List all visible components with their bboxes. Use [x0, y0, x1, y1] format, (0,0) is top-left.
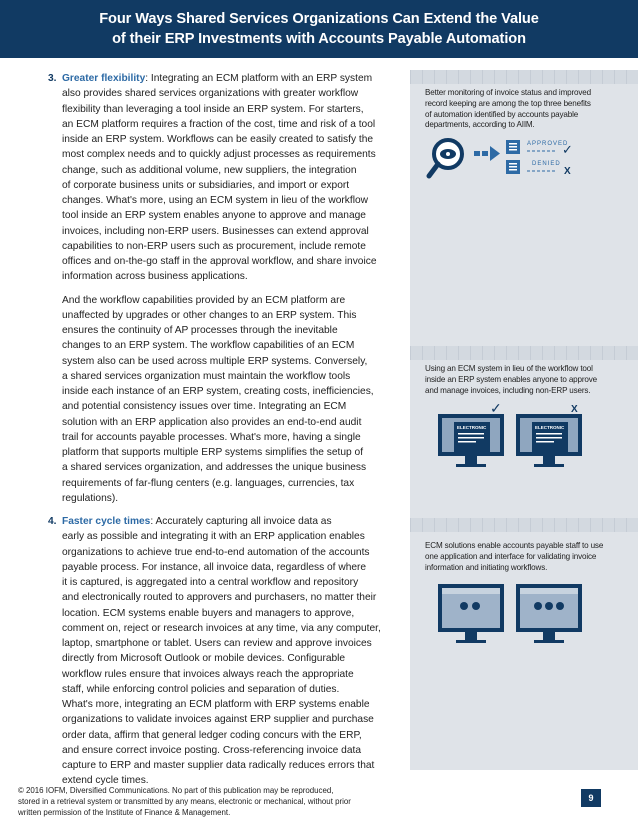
item-3-paragraph-2: And the workflow capabilities provided by an ECM platform are unaffected by upgrades or other changes to an ERP system. This ensures the continuity of AP processes through the inevitable changes to an ERP system. The workflow capabilities of an ECM system also can be used across multiple ERP systems. Conversely, a shared services organization must maintain the workflow tools inside each instance of an ERP system, creating costs, inefficiencies, and potential consistency issues over time. Integrating an ECM solution with an ERP application also provides an end-to-end audit trail for accounts payable processes. What's more, having a single platform that supports multiple ERP systems simplifies the setup of a shared services organization, and addresses the unique business requirements of far-flung centers (e.g. languages, currencies, tax regulations).	[62, 294, 374, 504]
check-icon: ✓	[490, 402, 502, 416]
list-item-4	[46, 514, 396, 789]
item-number: 4.	[48, 516, 57, 527]
page-title-line-1: Four Ways Shared Services Organizations Can Extend the Value	[99, 11, 539, 27]
page-number: 9	[581, 789, 601, 807]
document-icon	[506, 140, 520, 174]
item-heading: Faster cycle times	[62, 516, 151, 527]
main-content	[46, 71, 396, 789]
footer-copyright: © 2016 IOFM, Diversified Communications. No part of this publication may be reproduced, stored in a retrieval system or transmitted by any means, electronic or mechanical, without prior written permission of the Institute of Finance & Management.	[18, 786, 351, 817]
denied-label: DENIED	[532, 161, 561, 167]
monitoring-illustration	[426, 134, 626, 199]
sidebar-box-2-text: Using an ECM system in lieu of the workflow tool inside an ERP system enables anyone to approve and manage invoices, including non-ERP users.	[425, 364, 598, 395]
item-4-paragraph: Faster cycle times: Accurately capturing all invoice data as early as possible and integrating it with an ERP application enables organizations to achieve true end-to-end automation of the accounts payable process. For instance, all invoice data, regardless of where it is captured, is aggregated into a central workflow and repository and electronically routed to approvers and purchasers, no matter their location. ECM systems enable buyers and managers to approve, comment on, reject or research invoices at any time, via any computer, laptop, smartphone or tablet. Users can review and approve invoices directly from Microsoft Outlook or mobile devices. Configurable workflow rules ensure that invoices always reach the appropriate staff, while enforcing control policies and separation of duties. What's more, integrating an ECM platform with ERP systems enable organizations to validate invoices against ERP supplier and purchase order data, affirm that general ledger coding concurs with the ERP, and ensure correct invoice posting. Cross-referencing invoice data capture to ERP and master supplier data radically reduces errors that extend cycle times.	[62, 516, 381, 787]
item-heading: Greater flexibility	[62, 73, 146, 84]
sidebar	[410, 70, 638, 770]
approved-label: APPROVED	[527, 141, 569, 147]
validation-monitors-illustration	[438, 580, 588, 660]
page-header	[0, 0, 638, 58]
x-icon: X	[571, 404, 578, 415]
magnifier-icon	[429, 140, 462, 176]
sidebar-divider	[410, 70, 638, 84]
monitor-icon	[516, 414, 582, 467]
check-icon: ✓	[562, 142, 573, 157]
x-icon: X	[564, 166, 571, 177]
screen-label: ELECTRONIC	[457, 425, 487, 430]
sidebar-box-3-text: ECM solutions enable accounts payable staff to use one application and interface for validating invoice information and initiating workflows.	[425, 541, 604, 572]
list-item-3	[46, 71, 396, 285]
monitor-icon	[438, 584, 504, 643]
sidebar-box-1-text: Better monitoring of invoice status and improved record keeping are among the top three benefits of automation identified by accounts payable departments, according to AIIM.	[425, 88, 592, 130]
item-3-paragraph: Greater flexibility: Integrating an ECM platform with an ERP system also provides shared services organizations with greater workflow flexibility than leveraging a tool inside an ERP system. For starters, an ECM platform requires a fraction of the cost, time and risk of a tool inside an ERP system. Workflows can be easily created to satisfy the most complex needs and to quickly adjust processes as requirements change, such as additional volume, new suppliers, the integration of corporate business units or subsidiaries, and import or export changes. What's more, using an ECM system in lieu of the workflow tool inside an ERP system enables anyone to approve and manage invoices, including non-ERP users. Businesses can extend approval capabilities to non-ERP users such as procurement, include remote offices and on-the-go staff in the approval workflow, and share invoice information across business applications.	[62, 73, 377, 283]
monitor-icon	[438, 414, 504, 467]
page-title-line-2: of their ERP Investments with Accounts Payable Automation	[112, 31, 526, 47]
screen-label: ELECTRONIC	[535, 425, 565, 430]
item-number: 3.	[48, 73, 57, 84]
arrow-icon	[474, 146, 500, 161]
sidebar-divider	[410, 518, 638, 532]
monitor-icon	[516, 584, 582, 643]
approval-monitors-illustration	[438, 402, 588, 487]
sidebar-divider	[410, 346, 638, 360]
